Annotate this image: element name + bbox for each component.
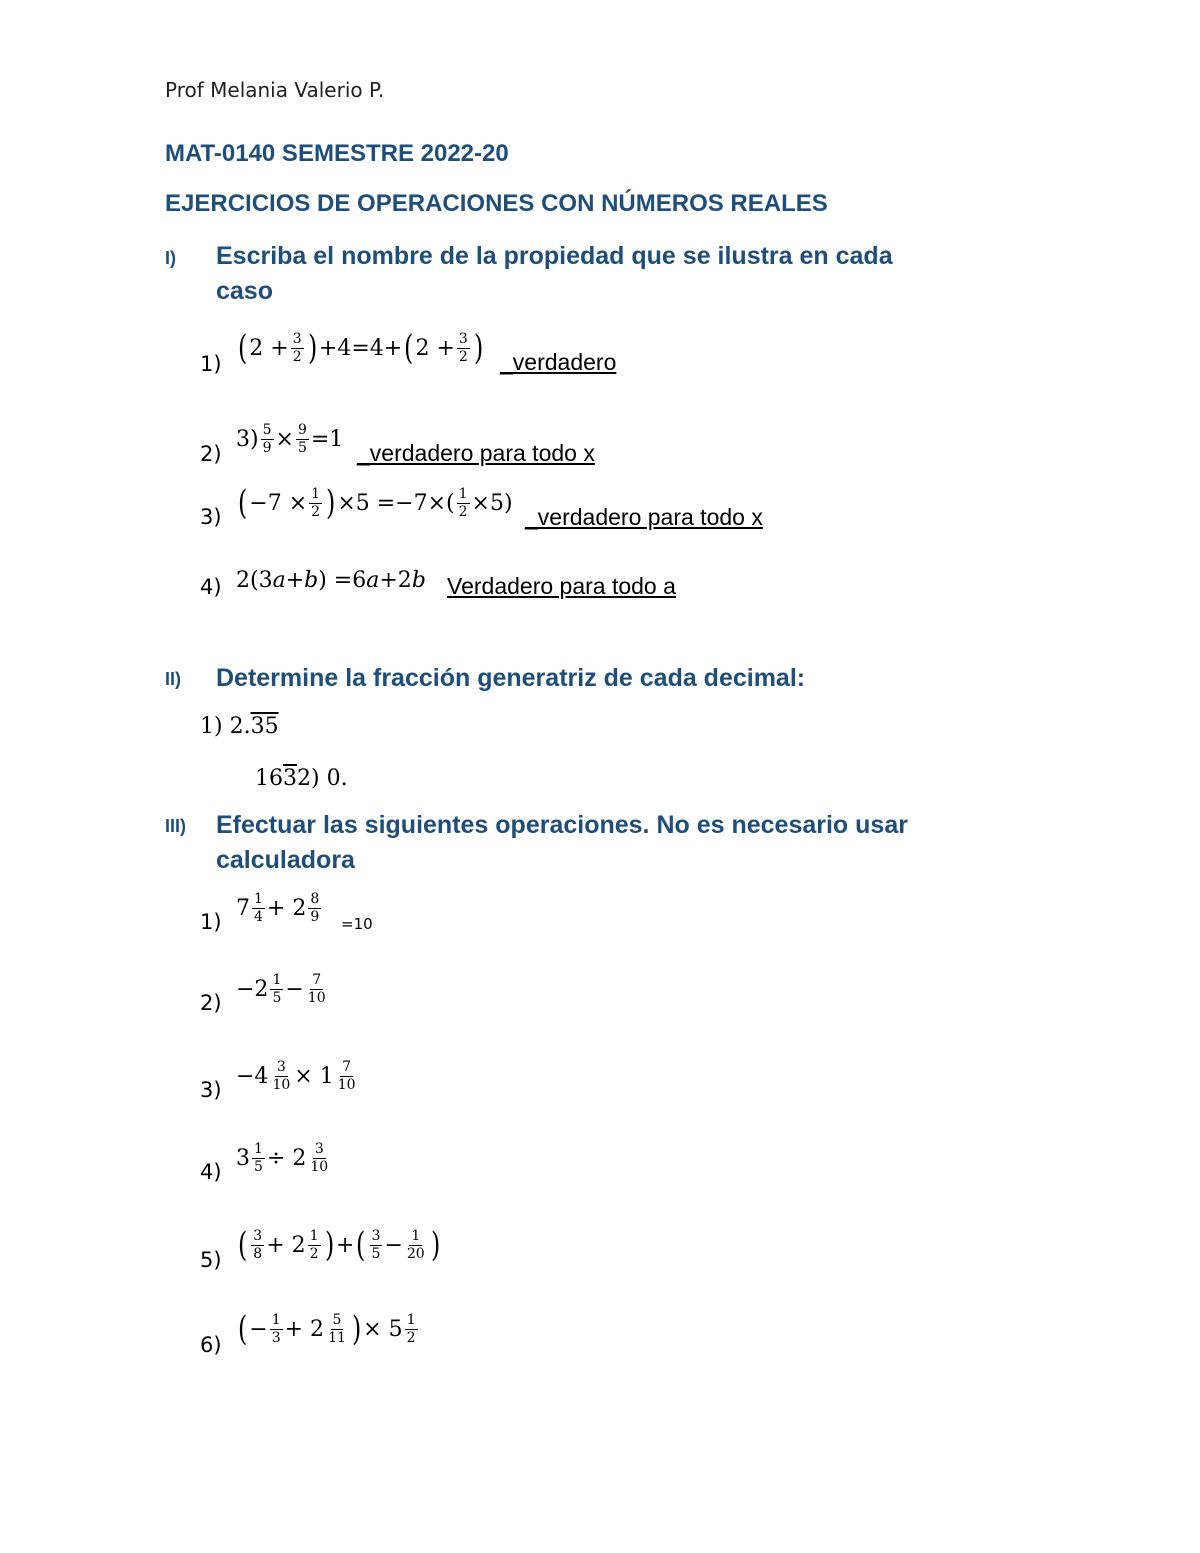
s3-item-6-expression: ( − $\frac{1}{3}$ + 2 $\frac{5}{11}$ ) × 5 $\frac{1}{2}$ [237, 1309, 416, 1349]
document-title: EJERCICIOS DE OPERACIONES CON NÚMEROS REALES [165, 190, 828, 217]
section-2-heading: Determine la fracción generatriz de cada decimal: [216, 664, 806, 692]
s3-item-4-number: 4) [200, 1160, 222, 1184]
s2-item-2-prefix: 16 [255, 765, 283, 791]
s1-item-2-expression: 3) $\frac{5}{9}$ × $\frac{9}{5}$ =1 [236, 421, 344, 456]
s1-item-1-number: 1) [200, 352, 222, 376]
s3-item-1-expression: 7 $\frac{1}{4}$ + 2 $\frac{8}{9}$ [236, 890, 320, 925]
section-1-numeral: I) [165, 248, 176, 268]
s3-item-2-expression: −2 $\frac{1}{5}$ − $\frac{7}{10}$ [236, 971, 326, 1006]
s1-item-3-number: 3) [200, 505, 222, 529]
section-3-heading [216, 808, 908, 878]
s2-item-2-repeating-digit: 3 [283, 765, 297, 791]
s3-item-5-expression: ( $\frac{3}{8}$ + 2 $\frac{1}{2}$ ) + ( $\frac{3}{5}$ − $\frac{1}{20}$ ) [237, 1225, 440, 1265]
s1-item-2-number: 2) [200, 442, 222, 466]
s3-item-4-expression: 3 $\frac{1}{5}$ ÷ 2 $\frac{3}{10}$ [236, 1140, 329, 1175]
section-2-numeral: II) [165, 669, 181, 689]
s3-item-3-number: 3) [200, 1078, 222, 1102]
s1-item-1-expression: ( 2 + $\frac{3}{2}$ ) +4=4+ ( 2 + $\frac{3}{2}$ ) [237, 328, 484, 368]
section-3-numeral: III) [165, 816, 186, 836]
author-line: Prof Melania Valerio P. [165, 78, 385, 102]
s1-item-1-answer: _verdadero [500, 349, 617, 375]
s3-item-1-number: 1) [200, 910, 222, 934]
section-3-heading-line2: calculadora [216, 846, 355, 874]
s3-item-3-expression: −4 $\frac{3}{10}$ × 1 $\frac{7}{10}$ [236, 1058, 356, 1093]
s2-item-2 [255, 760, 348, 796]
course-title: MAT-0140 SEMESTRE 2022-20 [165, 140, 509, 167]
s3-item-6-number: 6) [200, 1333, 222, 1357]
s3-item-2-number: 2) [200, 991, 222, 1015]
section-1-heading-line2: caso [216, 277, 273, 305]
s3-item-5-number: 5) [200, 1248, 222, 1272]
s2-item-1 [200, 708, 279, 744]
section-1-heading-line1: Escriba el nombre de la propiedad que se ilustra en cada [216, 242, 893, 270]
s1-item-3-expression: ( −7 × $\frac{1}{2}$ ) ×5 =−7×( $\frac{1}{2}$ ×5) [237, 483, 513, 523]
s2-item-1-repeating-digits: 35 [250, 713, 279, 739]
s2-item-2-suffix: 2) 0. [297, 765, 348, 791]
s1-item-2-answer: _verdadero para todo x [357, 440, 595, 466]
s1-item-3-answer: _verdadero para todo x [525, 504, 763, 530]
s1-item-4-expression: 2(3 a + b ) =6 a +2 b [236, 567, 426, 593]
s3-item-1-result: =10 [341, 915, 373, 933]
s1-item-4-number: 4) [200, 575, 222, 599]
s2-item-1-prefix: 1) 2. [200, 713, 251, 739]
section-1-heading [216, 239, 893, 309]
s1-item-4-answer: Verdadero para todo a [447, 573, 676, 599]
section-3-heading-line1: Efectuar las siguientes operaciones. No es necesario usar [216, 811, 908, 839]
